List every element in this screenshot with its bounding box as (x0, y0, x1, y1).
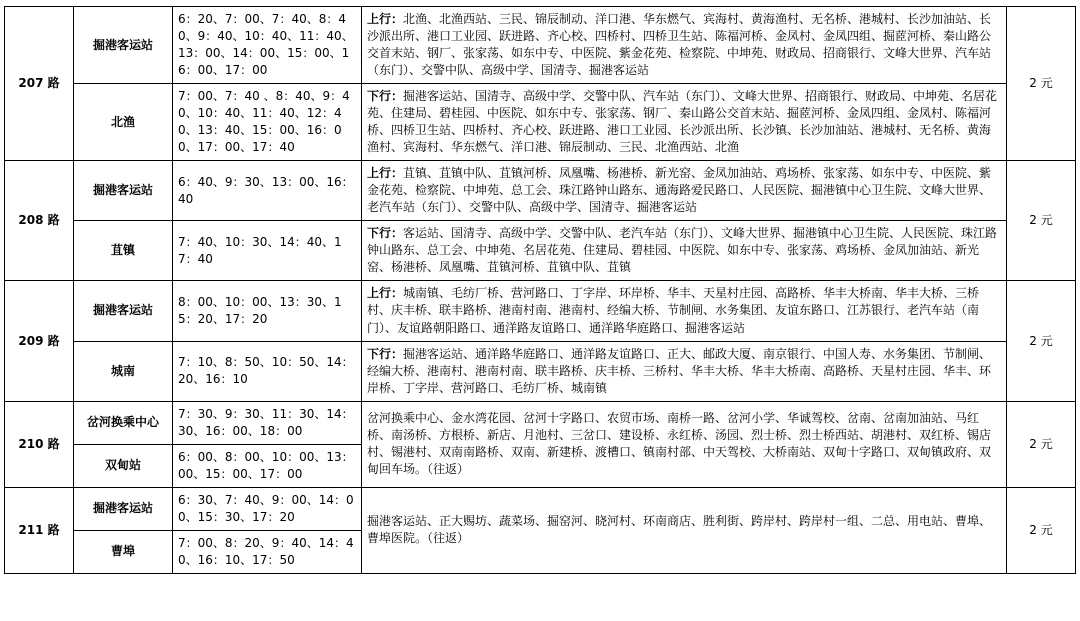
fare-cell: 2 元 (1007, 281, 1076, 401)
direction-down-text: 掘港客运站、国清寺、高级中学、交警中队、汽车站（东门）、文峰大世界、招商银行、财政局、中坤苑、名居花苑、住建局、碧桂园、中医院、如东中专、张家荡、钢厂、秦山路公交首末站、掘茝河桥、金凤四组、金凤村、陈福河桥、四桥卫生站、四桥村、齐心校、跃进路、港口工业园、长沙派出所、长沙镇、长沙加油站、港城村、无名桥、黄海渔村、宾海村、华东燃气、洋口港、锦辰制动、三民、北渔西站、北渔 (367, 89, 998, 155)
fare-cell: 2 元 (1007, 7, 1076, 161)
direction-up-text: 北渔、北渔西站、三民、锦辰制动、洋口港、华东燃气、宾海村、黄海渔村、无名桥、港城村、长沙加油站、长沙派出所、港口工业园、跃进路、齐心校、四桥村、四桥卫生站、陈福河桥、金凤村、金凤四组、掘茝河桥、秦山路公交首末站、钢厂、张家荡、如东中专、中医院、紫金花苑、检察院、中坤苑、财政局、招商银行、文峰大世界、汽车站（东门）、交警中队、高级中学、国清寺、掘港客运站 (367, 12, 992, 78)
direction-up (367, 165, 1001, 216)
terminal-name-cell: 岔河换乘中心 (74, 401, 173, 444)
direction-down (367, 225, 1001, 276)
table-row (5, 7, 1076, 84)
fare-cell: 2 元 (1007, 487, 1076, 573)
divider (362, 83, 1006, 84)
direction-up-label: 上行： (367, 166, 404, 181)
direction-up-label: 上行： (367, 286, 404, 301)
route-stops-cell (362, 281, 1007, 401)
terminal-name-cell: 掘港客运站 (74, 487, 173, 530)
terminal-name-cell: 掘港客运站 (74, 7, 173, 84)
departure-times-cell: 6：00、8：00、10：00、13：00、15：00、17：00 (173, 444, 362, 487)
route-number-cell: 209 路 (5, 281, 74, 401)
route-stops-cell (362, 161, 1007, 281)
direction-down-label: 下行： (367, 226, 404, 241)
terminal-name-cell: 双甸站 (74, 444, 173, 487)
departure-times-cell: 7：10、8：50、10：50、14：20、16：10 (173, 341, 362, 401)
route-number-cell: 210 路 (5, 401, 74, 487)
route-stops-cell (362, 7, 1007, 161)
bus-schedule-table (4, 6, 1076, 574)
table-row (5, 401, 1076, 444)
terminal-name-cell: 北渔 (74, 84, 173, 161)
route-number-cell: 208 路 (5, 161, 74, 281)
direction-up-text: 苴镇、苴镇中队、苴镇河桥、凤凰嘴、杨港桥、新光窑、金凤加油站、鸡场桥、张家荡、如东中专、中医院、紫金花苑、检察院、中坤苑、总工会、珠江路钟山路东、通海路爱民路口、人民医院、掘港镇中心卫生院、文峰大世界、老汽车站（东门）、交警中队、高级中学、国清寺、掘港客运站 (367, 166, 992, 215)
direction-up (367, 285, 1001, 336)
table-row (5, 281, 1076, 341)
terminal-name-cell: 曹埠 (74, 530, 173, 573)
direction-up (367, 11, 1001, 79)
departure-times-cell: 8：00、10：00、13：30、15：20、17：20 (173, 281, 362, 341)
direction-down-label: 下行： (367, 346, 404, 361)
direction-up-text: 城南镇、毛纺厂桥、营河路口、丁字岸、环岸桥、华丰、天星村庄园、高路桥、华丰大桥南、华丰大桥、三桥村、庆丰桥、联丰路桥、港南村南、港南村、经编大桥、节制闸、水务集团、友谊东路口、江苏银行、老汽车站（南门）、友谊路朝阳路口、通洋路友谊路口、通洋路华庭路口、掘港客运站 (367, 286, 980, 335)
terminal-name-cell: 苴镇 (74, 221, 173, 281)
direction-down (367, 346, 1001, 397)
terminal-name-cell: 城南 (74, 341, 173, 401)
departure-times-cell: 6：30、7：40、9：00、14：00、15：30、17：20 (173, 487, 362, 530)
route-stops-cell: 岔河换乘中心、金水湾花园、岔河十字路口、农贸市场、南桥一路、岔河小学、华诚驾校、岔南、岔南加油站、马红桥、南汤桥、方根桥、新店、月池村、三岔口、建设桥、永红桥、汤园、烈士桥、烈士桥西站、胡港村、双红桥、锡店村、锡港村、双南南路桥、双南、新建桥、渡槽口、镇南村部、中天驾校、大桥南站、双甸十字路口、双甸镇政府、双甸回车场。（往返） (362, 401, 1007, 487)
table-row (5, 487, 1076, 530)
route-number-cell: 207 路 (5, 7, 74, 161)
departure-times-cell: 7：00、7：40 、8：40、9：40、10：40、11：40、12：40、13：40、15：00、16：00、17：00、17：40 (173, 84, 362, 161)
direction-down-text: 掘港客运站、通洋路华庭路口、通洋路友谊路口、正大、邮政大厦、南京银行、中国人寿、水务集团、节制闸、经编大桥、港南村、港南村南、联丰路桥、庆丰桥、三桥村、华丰大桥、华丰大桥南、高路桥、天星村庄园、华丰、环岸桥、丁字岸、营河路口、毛纺厂桥、城南镇 (367, 346, 992, 395)
departure-times-cell: 7：30、9：30、11：30、14：30、16：00、18：00 (173, 401, 362, 444)
direction-down-label: 下行： (367, 89, 404, 104)
terminal-name-cell: 掘港客运站 (74, 161, 173, 221)
table-body (5, 7, 1076, 574)
departure-times-cell: 7：40、10：30、14：40、17：40 (173, 221, 362, 281)
departure-times-cell: 6：40、9：30、13：00、16：40 (173, 161, 362, 221)
direction-up-label: 上行： (367, 12, 404, 26)
direction-down-text: 客运站、国清寺、高级中学、交警中队、老汽车站（东门）、文峰大世界、掘港镇中心卫生院、人民医院、珠江路钟山路东、总工会、中坤苑、名居花苑、住建局、碧桂园、中医院、如东中专、张家荡、鸡场桥、金凤加油站、新光窑、杨港桥、凤凰嘴、苴镇河桥、苴镇中队、苴镇 (367, 226, 998, 275)
route-stops-cell: 掘港客运站、正大赐坊、蔬菜场、掘窑河、晓河村、环南商店、胜利街、跨岸村、跨岸村一组、二总、用电站、曹埠、曹埠医院。（往返） (362, 487, 1007, 573)
route-number-cell: 211 路 (5, 487, 74, 573)
divider (362, 341, 1006, 342)
table-row (5, 161, 1076, 221)
departure-times-cell: 6：20、7：00、7：40、8：40、9：40、10：40、11：40、13：00、14：00、15：00、16：00、17：00 (173, 7, 362, 84)
direction-down (367, 88, 1001, 156)
terminal-name-cell: 掘港客运站 (74, 281, 173, 341)
fare-cell: 2 元 (1007, 161, 1076, 281)
departure-times-cell: 7：00、8：20、9：40、14：40、16：10、17：50 (173, 530, 362, 573)
divider (362, 220, 1006, 221)
fare-cell: 2 元 (1007, 401, 1076, 487)
